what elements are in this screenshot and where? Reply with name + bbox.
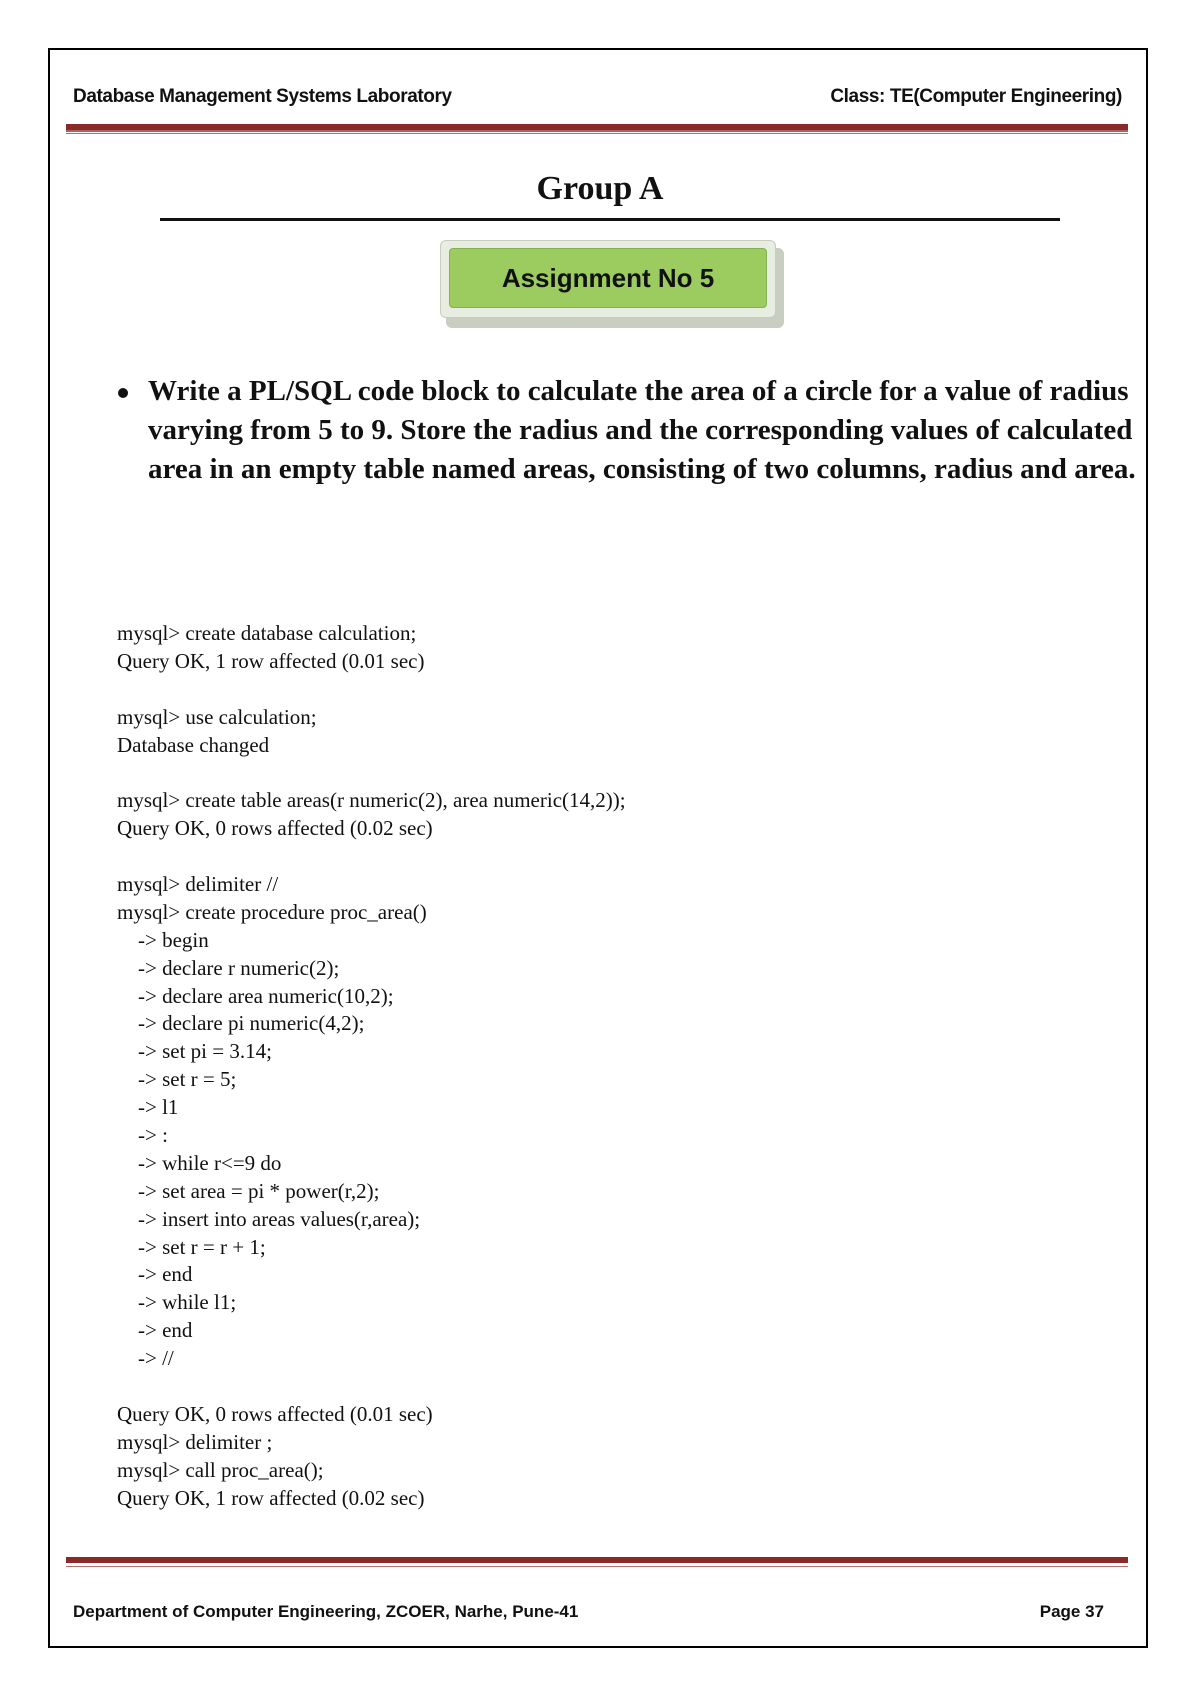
header-lab-title: Database Management Systems Laboratory xyxy=(73,86,452,107)
code-line: mysql> create database calculation; xyxy=(117,621,417,645)
code-line: Query OK, 0 rows affected (0.01 sec) xyxy=(117,1401,433,1426)
code-line xyxy=(117,676,1117,704)
code-line: -> : xyxy=(117,1123,168,1148)
code-line: -> declare area numeric(10,2); xyxy=(117,983,394,1008)
header-class: Class: TE(Computer Engineering) xyxy=(830,86,1122,107)
code-line: Query OK, 0 rows affected (0.02 sec) xyxy=(117,816,433,841)
code-line: mysql> use calculation; xyxy=(117,704,317,729)
bullet-icon xyxy=(118,388,128,398)
code-line: Query OK, 1 row affected (0.02 sec) xyxy=(117,1485,425,1510)
code-line: -> // xyxy=(117,1346,174,1371)
group-title: Group A xyxy=(536,170,664,207)
code-line: -> end xyxy=(117,1318,193,1343)
code-line: mysql> delimiter ; xyxy=(117,1429,273,1454)
code-line: -> declare pi numeric(4,2); xyxy=(117,1011,365,1036)
assignment-badge xyxy=(440,240,776,318)
code-line: -> l1 xyxy=(117,1095,179,1120)
code-line xyxy=(117,843,1117,871)
task-item xyxy=(148,372,1138,489)
code-line: -> while r<=9 do xyxy=(117,1150,282,1175)
task-text: Write a PL/SQL code block to calculate the area of a circle for a value of radius varying from 5 to 9. Store the radius and the corresponding values of calculated area in an empty table named areas, consisting of two columns, radius and area. xyxy=(148,375,1136,485)
header-rule xyxy=(66,124,1128,132)
group-title-underline xyxy=(160,218,1060,221)
code-line: -> set area = pi * power(r,2); xyxy=(117,1178,380,1203)
assignment-badge-label: Assignment No 5 xyxy=(449,248,767,308)
footer-rule xyxy=(66,1557,1128,1563)
code-line: mysql> delimiter // xyxy=(117,872,279,897)
task-list xyxy=(118,372,1138,489)
code-line: -> set r = 5; xyxy=(117,1067,237,1092)
code-listing xyxy=(117,620,1117,1513)
code-line: mysql> create table areas(r numeric(2), area numeric(14,2)); xyxy=(117,788,626,813)
code-line: Database changed xyxy=(117,732,270,757)
page-number: Page 37 xyxy=(1039,1602,1104,1621)
code-line: -> begin xyxy=(117,927,209,952)
footer-department: Department of Computer Engineering, ZCOER, Narhe, Pune-41 xyxy=(73,1602,579,1621)
code-line: -> while l1; xyxy=(117,1290,237,1315)
code-line: mysql> create procedure proc_area() xyxy=(117,899,427,924)
code-line xyxy=(117,759,1117,787)
code-line xyxy=(117,1373,1117,1401)
code-line: -> insert into areas values(r,area); xyxy=(117,1206,421,1231)
code-line: mysql> call proc_area(); xyxy=(117,1457,324,1482)
footer-rule-thin xyxy=(66,1566,1128,1567)
code-line: -> set pi = 3.14; xyxy=(117,1039,272,1064)
header-rule-thin xyxy=(66,133,1128,134)
code-line: -> set r = r + 1; xyxy=(117,1234,266,1259)
code-line: -> end xyxy=(117,1262,193,1287)
code-line: -> declare r numeric(2); xyxy=(117,955,340,980)
code-line: Query OK, 1 row affected (0.01 sec) xyxy=(117,648,425,673)
